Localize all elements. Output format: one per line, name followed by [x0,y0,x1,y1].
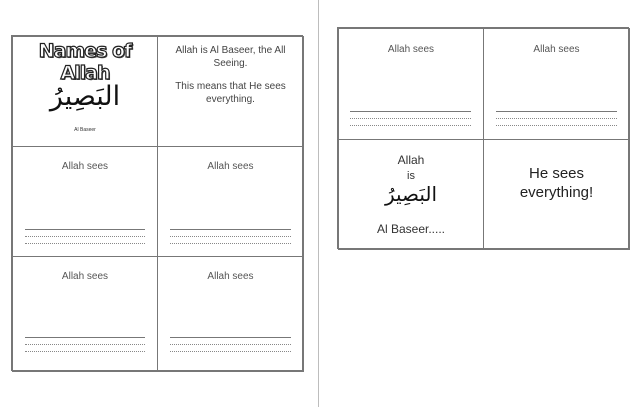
dotted-line [496,125,617,126]
prompt-cell-4 [157,256,304,372]
dotted-line [170,236,291,237]
prompt-text: Allah sees [61,271,109,282]
writing-line [170,337,291,338]
names-of-allah-title: Names of Allah [38,40,132,84]
allah-is-cell [338,139,484,250]
word-allah: Allah [397,153,425,167]
right-booklet-grid [337,27,629,249]
prompt-cell-3 [12,256,158,372]
dotted-line [25,351,145,352]
writing-line [25,337,145,338]
al-baseer-text: Al Baseer..... [376,222,446,236]
title-cell [12,36,158,147]
arabic-caption: Al Baseer [74,127,96,133]
prompt-text: Allah sees [61,161,109,172]
intro-line-1: Allah is Al Baseer, the All Seeing. [175,45,286,69]
prompt-text: Allah sees [533,44,580,55]
dotted-line [25,344,145,345]
right-prompt-cell-2 [483,28,630,140]
closing-cell [483,139,630,250]
dotted-line [496,118,617,119]
writing-line [25,229,145,230]
dotted-line [350,125,471,126]
dotted-line [25,236,145,237]
dotted-line [170,351,291,352]
dotted-line [25,243,145,244]
arabic-al-baseer: البَصِيرُ [49,81,121,112]
prompt-text: Allah sees [207,161,254,172]
prompt-text: Allah sees [387,44,435,55]
prompt-cell-2 [157,146,304,257]
word-is: is [407,170,415,182]
he-sees-everything: He sees everything! [519,165,594,201]
dotted-line [170,344,291,345]
intro-cell [157,36,304,147]
intro-line-2: This means that He sees everything. [175,81,286,105]
prompt-cell-1 [12,146,158,257]
page-divider [318,0,319,407]
right-prompt-cell-1 [338,28,484,140]
prompt-text: Allah sees [207,271,254,282]
dotted-line [350,118,471,119]
dotted-line [170,243,291,244]
arabic-al-baseer: البَصِيرُ [384,182,438,206]
writing-line [350,111,471,112]
writing-line [170,229,291,230]
left-booklet-grid [11,35,303,371]
writing-line [496,111,617,112]
